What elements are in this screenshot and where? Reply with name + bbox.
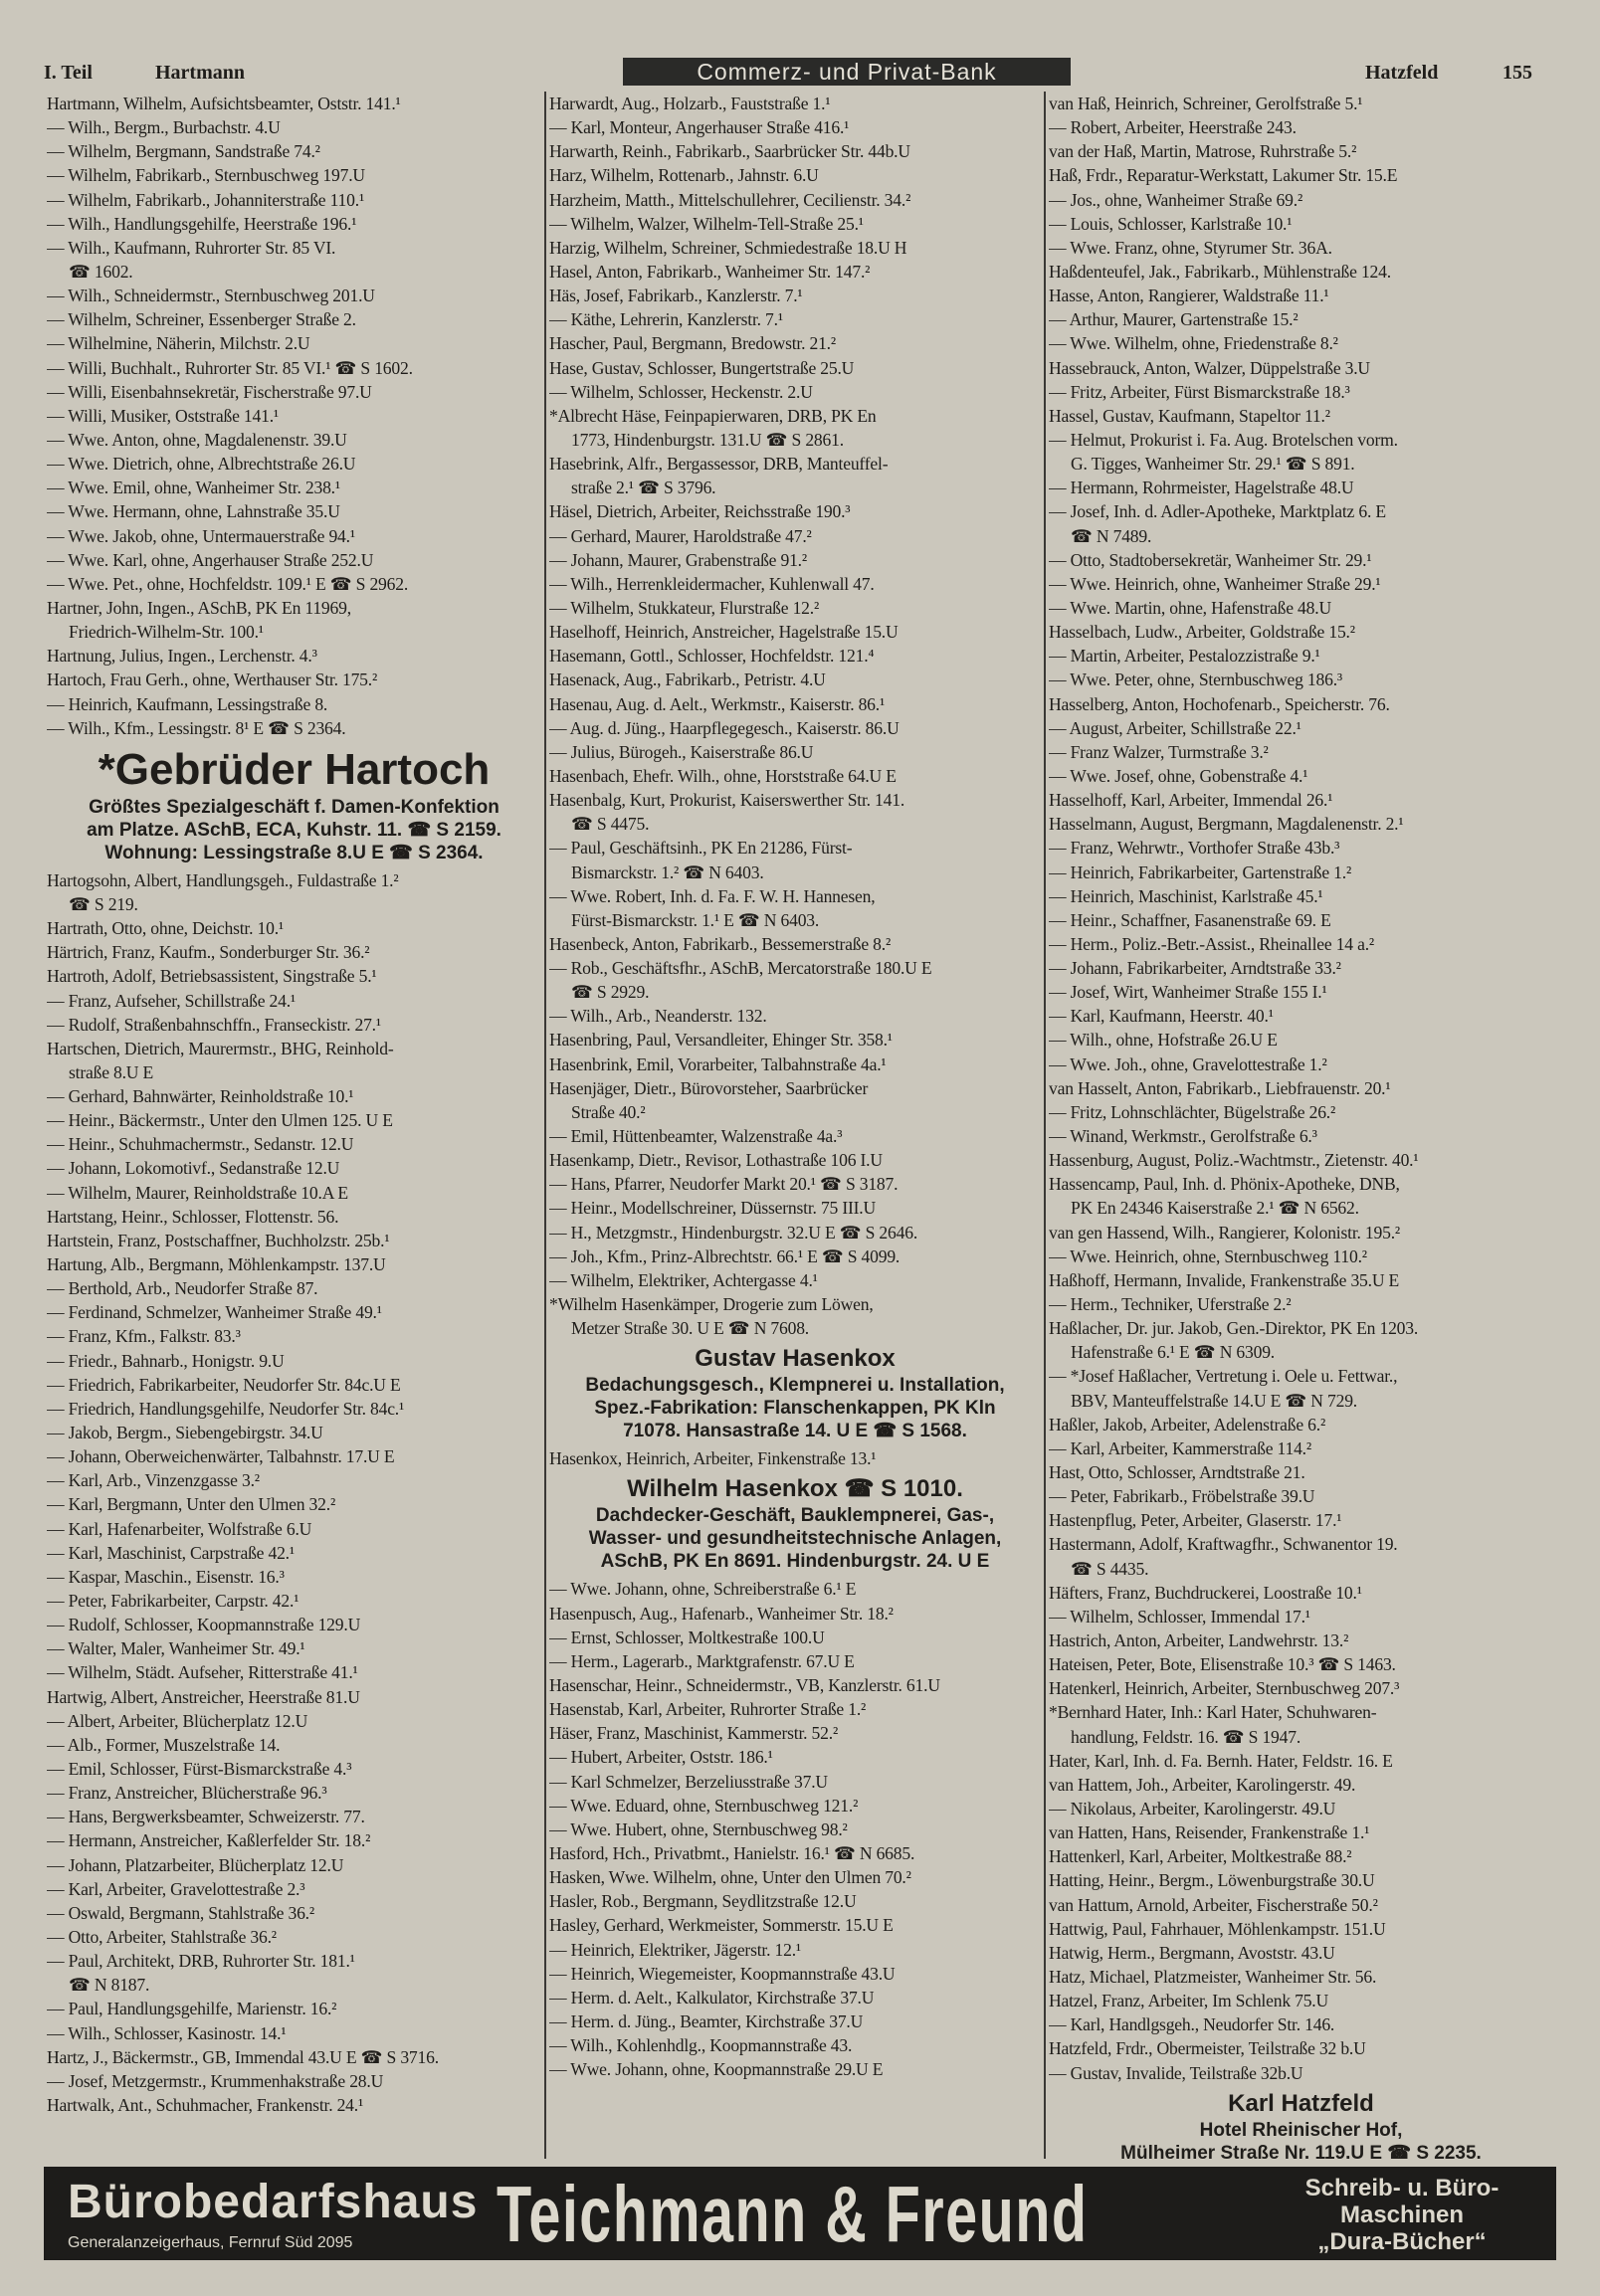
banner-company-name: Teichmann & Freund bbox=[497, 2170, 1089, 2258]
directory-entry: — Wilh., Kaufmann, Ruhrorter Str. 85 VI. bbox=[47, 237, 336, 258]
directory-entry: van Hasselt, Anton, Fabrikarb., Liebfrauenstr. 20.¹ bbox=[1049, 1077, 1391, 1098]
directory-entry: — Otto, Stadtobersekretär, Wanheimer Str. 29.¹ bbox=[1049, 549, 1372, 570]
directory-entry: — Karl, Monteur, Angerhauser Straße 416.¹ bbox=[549, 117, 850, 138]
directory-entry: Hasenau, Aug. d. Aelt., Werkmstr., Kaiserstr. 86.¹ bbox=[549, 693, 886, 714]
directory-entry: van Hattum, Arnold, Arbeiter, Fischerstraße 50.² bbox=[1049, 1894, 1378, 1915]
advertisement-line: Dachdecker-Geschäft, Bauklempnerei, Gas-, bbox=[595, 1505, 995, 1527]
directory-entry: Hartrath, Otto, ohne, Deichstr. 10.¹ bbox=[47, 918, 284, 939]
entry-continuation: straße 2.¹ ☎ S 3796. bbox=[571, 478, 716, 498]
directory-entry: Harzheim, Matth., Mittelschullehrer, Cecilienstr. 34.² bbox=[549, 189, 911, 210]
directory-entry: — Wwe. Heinrich, ohne, Wanheimer Straße 29.¹ bbox=[1049, 573, 1381, 594]
directory-entry: — Johann, Lokomotivf., Sedanstraße 12.U bbox=[47, 1158, 340, 1179]
directory-entry: van Haß, Heinrich, Schreiner, Gerolfstraße 5.¹ bbox=[1049, 94, 1363, 113]
directory-entry: — Arthur, Maurer, Gartenstraße 15.² bbox=[1049, 309, 1299, 330]
directory-entry: — Johann, Oberweichenwärter, Talbahnstr. 17.U E bbox=[47, 1446, 395, 1467]
directory-entry: — Louis, Schlosser, Karlstraße 10.¹ bbox=[1049, 213, 1293, 234]
directory-entry: — Emil, Hüttenbeamter, Walzenstraße 4a.³ bbox=[549, 1126, 843, 1147]
advertisement-line: Wasser- und gesundheitstechnische Anlagen, bbox=[588, 1528, 1002, 1550]
directory-entry: — Wilhelm, Bergmann, Sandstraße 74.² bbox=[47, 141, 320, 162]
first-entry-name: Hartmann bbox=[155, 62, 245, 84]
directory-entry: — Wilh., Bergm., Burbachstr. 4.U bbox=[47, 117, 281, 138]
directory-entry: Hascher, Paul, Bergmann, Bredowstr. 21.² bbox=[549, 333, 836, 354]
directory-entry: — Willi, Musiker, Oststraße 141.¹ bbox=[47, 405, 279, 426]
directory-entry: van Hatten, Hans, Reisender, Frankenstraße 1.¹ bbox=[1049, 1822, 1370, 1843]
directory-entry: — Robert, Arbeiter, Heerstraße 243. bbox=[1049, 117, 1297, 138]
directory-entry: — Wilhelm, Elektriker, Achtergasse 4.¹ bbox=[549, 1269, 818, 1290]
directory-entry: — Herm., Techniker, Uferstraße 2.² bbox=[1049, 1294, 1292, 1315]
directory-entry: — Wwe. Peter, ohne, Sternbuschweg 186.³ bbox=[1049, 670, 1342, 690]
directory-entry: Häsel, Dietrich, Arbeiter, Reichsstraße 190.³ bbox=[549, 501, 851, 522]
directory-entry: — Wilhelm, Schlosser, Heckenstr. 2.U bbox=[549, 381, 813, 402]
banner-address: Generalanzeigerhaus, Fernruf Süd 2095 bbox=[68, 2234, 353, 2251]
directory-entry: Haßdenteufel, Jak., Fabrikarb., Mühlenstraße 124. bbox=[1049, 261, 1391, 282]
entry-continuation: PK En 24346 Kaiserstraße 2.¹ ☎ N 6562. bbox=[1071, 1198, 1359, 1219]
directory-entry: — Wwe. Emil, ohne, Wanheimer Str. 238.¹ bbox=[47, 478, 340, 498]
advertisement-title: Wilhelm Hasenkox ☎ S 1010. bbox=[627, 1475, 963, 1503]
directory-entry: — Oswald, Bergmann, Stahlstraße 36.² bbox=[47, 1902, 314, 1923]
last-entry-name: Hatzfeld bbox=[1365, 62, 1439, 84]
directory-entry: — Alb., Former, Muszelstraße 14. bbox=[47, 1734, 281, 1755]
directory-entry: — Heinr., Bäckermstr., Unter den Ulmen 125. U E bbox=[47, 1110, 393, 1131]
advertisement-line: am Platze. ASchB, ECA, Kuhstr. 11. ☎ S 2159. bbox=[87, 819, 501, 841]
directory-entry: Hatz, Michael, Platzmeister, Wanheimer Str. 56. bbox=[1049, 1966, 1377, 1987]
directory-entry: — Willi, Eisenbahnsekretär, Fischerstraße 97.U bbox=[47, 381, 372, 402]
directory-entry: — Friedr., Bahnarb., Honigstr. 9.U bbox=[47, 1350, 285, 1371]
directory-entry: — Gustav, Invalide, Teilstraße 32b.U bbox=[1049, 2062, 1303, 2083]
directory-entry: Hartroth, Adolf, Betriebsassistent, Singstraße 5.¹ bbox=[47, 966, 377, 987]
entry-continuation: ☎ S 4475. bbox=[571, 814, 650, 835]
directory-entry: — Wilh., Kfm., Lessingstr. 8¹ E ☎ S 2364. bbox=[47, 717, 346, 738]
directory-entry: — Karl Schmelzer, Berzeliusstraße 37.U bbox=[549, 1771, 828, 1792]
directory-entry: Hasenjäger, Dietr., Bürovorsteher, Saarbrücker bbox=[549, 1077, 869, 1098]
directory-entry: — Heinr., Schaffner, Fasanenstraße 69. E bbox=[1049, 909, 1331, 930]
directory-entry: — Wilhelmine, Näherin, Milchstr. 2.U bbox=[47, 333, 310, 354]
directory-entry: Hartschen, Dietrich, Maurermstr., BHG, Reinhold- bbox=[47, 1038, 394, 1058]
directory-entry: — Wilhelm, Stukkateur, Flurstraße 12.² bbox=[549, 597, 820, 618]
entry-continuation: Friedrich-Wilhelm-Str. 100.¹ bbox=[69, 622, 264, 643]
directory-columns bbox=[44, 92, 1556, 2159]
directory-entry: — Karl, Maschinist, Carpstraße 42.¹ bbox=[47, 1542, 295, 1563]
directory-entry: — Herm. d. Aelt., Kalkulator, Kirchstraße 37.U bbox=[549, 1987, 875, 2008]
directory-entry: Hast, Otto, Schlosser, Arndtstraße 21. bbox=[1049, 1462, 1305, 1483]
directory-entry: Hasselberg, Anton, Hochofenarb., Speicherstr. 76. bbox=[1049, 693, 1390, 714]
page-number: 155 bbox=[1502, 62, 1532, 84]
directory-entry: — Hermann, Anstreicher, Kaßlerfelder Str. 18.² bbox=[47, 1830, 371, 1851]
directory-entry: — Wwe. Joh., ohne, Gravelottestraße 1.² bbox=[1049, 1053, 1327, 1074]
directory-entry: Hasken, Wwe. Wilhelm, ohne, Unter den Ulmen 70.² bbox=[549, 1867, 911, 1888]
directory-entry: — Franz, Aufseher, Schillstraße 24.¹ bbox=[47, 990, 296, 1011]
directory-entry: Hasenbeck, Anton, Fabrikarb., Bessemerstraße 8.² bbox=[549, 933, 892, 954]
entry-continuation: Metzer Straße 30. U E ☎ N 7608. bbox=[571, 1318, 810, 1339]
page-header bbox=[44, 58, 1556, 88]
directory-entry: — Walter, Maler, Wanheimer Str. 49.¹ bbox=[47, 1638, 305, 1659]
advertisement-gustav-hasenkox bbox=[549, 1344, 1041, 1442]
directory-entry: — Paul, Architekt, DRB, Ruhrorter Str. 181.¹ bbox=[47, 1951, 355, 1972]
directory-entry: — Wwe. Jakob, ohne, Untermauerstraße 94.¹ bbox=[47, 525, 355, 546]
directory-entry: Hartz, J., Bäckermstr., GB, Immendal 43.U E ☎ S 3716. bbox=[47, 2046, 439, 2067]
directory-entry: — Heinrich, Kaufmann, Lessingstraße 8. bbox=[47, 693, 328, 714]
directory-entry: Hartmann, Wilhelm, Aufsichtsbeamter, Oststr. 141.¹ bbox=[47, 94, 401, 113]
directory-entry: — Wwe. Heinrich, ohne, Sternbuschweg 110.² bbox=[1049, 1245, 1367, 1266]
directory-entry: Hasenkox, Heinrich, Arbeiter, Finkenstraße 13.¹ bbox=[549, 1448, 877, 1469]
directory-entry: — Wilh., Herrenkleidermacher, Kuhlenwall 47. bbox=[549, 573, 875, 594]
directory-entry: — Helmut, Prokurist i. Fa. Aug. Brotelschen vorm. bbox=[1049, 429, 1398, 450]
directory-entry: Häs, Josef, Fabrikarb., Kanzlerstr. 7.¹ bbox=[549, 286, 803, 306]
directory-entry: — Nikolaus, Arbeiter, Karolingerstr. 49.U bbox=[1049, 1798, 1336, 1818]
directory-entry: — Wwe. Hermann, ohne, Lahnstraße 35.U bbox=[47, 501, 340, 522]
directory-entry: — Wwe. Dietrich, ohne, Albrechtstraße 26.U bbox=[47, 454, 356, 475]
directory-entry: Hasenbalg, Kurt, Prokurist, Kaiserswerther Str. 141. bbox=[549, 790, 905, 811]
directory-entry: Hasenstab, Karl, Arbeiter, Ruhrorter Straße 1.² bbox=[549, 1699, 867, 1720]
directory-entry: — Wwe. Pet., ohne, Hochfeldstr. 109.¹ E ☎ S 2962. bbox=[47, 573, 409, 594]
directory-entry: — Wilh., Handlungsgehilfe, Heerstraße 196.¹ bbox=[47, 213, 357, 234]
directory-entry: — Wilh., ohne, Hofstraße 26.U E bbox=[1049, 1030, 1278, 1051]
advertisement-line: Hotel Rheinischer Hof, bbox=[1199, 2119, 1403, 2141]
directory-entry: — Wwe. Johann, ohne, Koopmannstraße 29.U E bbox=[549, 2059, 884, 2080]
entry-continuation: ☎ N 7489. bbox=[1071, 525, 1152, 546]
directory-entry: *Wilhelm Hasenkämper, Drogerie zum Löwen, bbox=[549, 1294, 874, 1315]
directory-entry: Hassebrauck, Anton, Walzer, Düppelstraße 3.U bbox=[1049, 357, 1370, 378]
directory-entry: Hartwig, Albert, Anstreicher, Heerstraße 81.U bbox=[47, 1686, 360, 1707]
directory-entry: — Aug. d. Jüng., Haarpflegegesch., Kaiserstr. 86.U bbox=[549, 717, 900, 738]
directory-entry: *Albrecht Häse, Feinpapierwaren, DRB, PK En bbox=[549, 405, 877, 426]
directory-entry: — August, Arbeiter, Schillstraße 22.¹ bbox=[1049, 717, 1301, 738]
directory-entry: Hasler, Rob., Bergmann, Seydlitzstraße 12.U bbox=[549, 1891, 857, 1912]
directory-entry: Hastermann, Adolf, Kraftwagfhr., Schwanentor 19. bbox=[1049, 1534, 1398, 1555]
directory-entry: — Franz, Anstreicher, Blücherstraße 96.³ bbox=[47, 1783, 327, 1804]
directory-entry: — Wwe. Franz, ohne, Styrumer Str. 36A. bbox=[1049, 237, 1332, 258]
directory-entry: Hartwalk, Ant., Schuhmacher, Frankenstr. 24.¹ bbox=[47, 2094, 364, 2115]
directory-entry: Hasse, Anton, Rangierer, Waldstraße 11.¹ bbox=[1049, 286, 1329, 306]
entry-continuation: ☎ N 8187. bbox=[69, 1975, 150, 1996]
directory-entry: — Wwe. Karl, ohne, Angerhauser Straße 252.U bbox=[47, 549, 374, 570]
directory-entry: — Ferdinand, Schmelzer, Wanheimer Straße 49.¹ bbox=[47, 1302, 382, 1323]
directory-entry: — Wilhelm, Walzer, Wilhelm-Tell-Straße 25.¹ bbox=[549, 213, 864, 234]
directory-entry: — Heinrich, Wiegemeister, Koopmannstraße 43.U bbox=[549, 1963, 896, 1984]
banner-shop-label: Bürobedarfshaus bbox=[68, 2176, 479, 2228]
banner-products bbox=[1278, 2175, 1526, 2255]
directory-entry: Hatzel, Franz, Arbeiter, Im Schlenk 75.U bbox=[1049, 1991, 1329, 2011]
directory-entry: Hartstein, Franz, Postschaffner, Buchholzstr. 25b.¹ bbox=[47, 1230, 390, 1250]
directory-entry: Hasenpusch, Aug., Hafenarb., Wanheimer Str. 18.² bbox=[549, 1603, 894, 1624]
directory-entry: Hasenack, Aug., Fabrikarb., Petristr. 4.U bbox=[549, 670, 826, 690]
directory-entry: — Hans, Pfarrer, Neudorfer Markt 20.¹ ☎ S 3187. bbox=[549, 1174, 899, 1195]
directory-entry: Harwarth, Reinh., Fabrikarb., Saarbrücker Str. 44b.U bbox=[549, 141, 910, 162]
entry-continuation: Hafenstraße 6.¹ E ☎ N 6309. bbox=[1071, 1342, 1276, 1363]
directory-entry: van Hattem, Joh., Arbeiter, Karolingerstr. 49. bbox=[1049, 1774, 1356, 1795]
directory-entry: Hasselhoff, Karl, Arbeiter, Immendal 26.¹ bbox=[1049, 790, 1333, 811]
directory-entry: — Karl, Hafenarbeiter, Wolfstraße 6.U bbox=[47, 1518, 312, 1539]
directory-entry: — Heinrich, Elektriker, Jägerstr. 12.¹ bbox=[549, 1939, 801, 1960]
directory-entry: — Peter, Fabrikarb., Fröbelstraße 39.U bbox=[1049, 1486, 1315, 1507]
advertisement-wilhelm-hasenkox bbox=[549, 1474, 1041, 1573]
directory-entry: Hasenbach, Ehefr. Wilh., ohne, Horststraße 64.U E bbox=[549, 765, 897, 786]
directory-entry: — Berthold, Arb., Neudorfer Straße 87. bbox=[47, 1278, 318, 1299]
directory-entry: Hassel, Gustav, Kaufmann, Stapeltor 11.² bbox=[1049, 405, 1330, 426]
directory-entry: Hartoch, Frau Gerh., ohne, Werthauser Str. 175.² bbox=[47, 670, 378, 690]
directory-entry: — Wilhelm, Fabrikarb., Sternbuschweg 197.U bbox=[47, 165, 365, 186]
banner-products-line: Maschinen bbox=[1339, 2201, 1465, 2228]
advertisement-karl-hatzfeld bbox=[1049, 2089, 1553, 2159]
directory-entry: — Willi, Buchhalt., Ruhrorter Str. 85 VI.¹ ☎ S 1602. bbox=[47, 357, 413, 378]
directory-entry: Hatenkerl, Heinrich, Arbeiter, Sternbuschweg 207.³ bbox=[1049, 1678, 1400, 1699]
directory-entry: — Paul, Handlungsgehilfe, Marienstr. 16.² bbox=[47, 1999, 337, 2019]
directory-entry: — Herm. d. Jüng., Beamter, Kirchstraße 37.U bbox=[549, 2010, 864, 2031]
directory-entry: Härtrich, Franz, Kaufm., Sonderburger Str. 36.² bbox=[47, 942, 370, 963]
directory-entry: van der Haß, Martin, Matrose, Ruhrstraße 5.² bbox=[1049, 141, 1357, 162]
directory-entry: — Karl, Arb., Vinzenzgasse 3.² bbox=[47, 1470, 260, 1491]
directory-entry: — Rudolf, Schlosser, Koopmannstraße 129.U bbox=[47, 1615, 361, 1635]
banner-products-line: Schreib- u. Büro- bbox=[1304, 2175, 1500, 2201]
directory-entry: — Johann, Fabrikarbeiter, Arndtstraße 33.² bbox=[1049, 958, 1341, 979]
directory-entry: — Emil, Schlosser, Fürst-Bismarckstraße 4.³ bbox=[47, 1759, 352, 1779]
bank-advert-banner: Commerz- und Privat-Bank bbox=[623, 58, 1071, 86]
directory-entry: — Albert, Arbeiter, Blücherplatz 12.U bbox=[47, 1710, 308, 1731]
directory-entry: — Rudolf, Straßenbahnschffn., Franseckistr. 27.¹ bbox=[47, 1014, 381, 1035]
directory-entry: — Wilh., Schneidermstr., Sternbuschweg 201.U bbox=[47, 286, 375, 306]
advertisement-title: *Gebrüder Hartoch bbox=[98, 744, 491, 794]
directory-entry: — Rob., Geschäftsfhr., ASchB, Mercatorstraße 180.U E bbox=[549, 958, 932, 979]
entry-continuation: ☎ S 219. bbox=[69, 893, 138, 914]
directory-entry: — Hermann, Rohrmeister, Hagelstraße 48.U bbox=[1049, 478, 1354, 498]
directory-entry: Haßlacher, Dr. jur. Jakob, Gen.-Direktor, PK En 1203. bbox=[1049, 1318, 1419, 1339]
directory-entry: Hartstang, Heinr., Schlosser, Flottenstr. 56. bbox=[47, 1206, 339, 1227]
directory-entry: — Wilh., Schlosser, Kasinostr. 14.¹ bbox=[47, 2022, 287, 2043]
directory-entry: Hateisen, Peter, Bote, Elisenstraße 10.³ ☎ S 1463. bbox=[1049, 1654, 1396, 1675]
entry-continuation: Fürst-Bismarckstr. 1.¹ E ☎ N 6403. bbox=[571, 909, 820, 930]
directory-entry: Harz, Wilhelm, Rottenarb., Jahnstr. 6.U bbox=[549, 165, 819, 186]
directory-entry: — Franz, Wehrwtr., Vorthofer Straße 43b.³ bbox=[1049, 838, 1340, 859]
directory-entry: Hartner, John, Ingen., ASchB, PK En 11969, bbox=[47, 597, 351, 618]
directory-entry: — Karl, Bergmann, Unter den Ulmen 32.² bbox=[47, 1494, 336, 1515]
directory-entry: — Herm., Lagerarb., Marktgrafenstr. 67.U E bbox=[549, 1650, 855, 1671]
advertisement-line: Größtes Spezialgeschäft f. Damen-Konfektion bbox=[89, 796, 500, 818]
directory-entry: — Wilhelm, Fabrikarb., Johanniterstraße 110.¹ bbox=[47, 189, 365, 210]
directory-entry: — Karl, Handlgsgeh., Neudorfer Str. 146. bbox=[1049, 2014, 1335, 2035]
entry-continuation: ☎ S 4435. bbox=[1071, 1558, 1149, 1579]
directory-entry: *Bernhard Hater, Inh.: Karl Hater, Schuhwaren- bbox=[1049, 1702, 1377, 1723]
directory-entry: Hartnung, Julius, Ingen., Lerchenstr. 4.³ bbox=[47, 646, 317, 667]
entry-continuation: BBV, Manteuffelstraße 14.U E ☎ N 729. bbox=[1071, 1390, 1357, 1411]
entry-continuation: 1773, Hindenburgstr. 131.U ☎ S 2861. bbox=[571, 429, 844, 450]
directory-entry: — Wwe. Hubert, ohne, Sternbuschweg 98.² bbox=[549, 1818, 848, 1839]
entry-continuation: Straße 40.² bbox=[571, 1101, 646, 1122]
directory-entry: — Friedrich, Handlungsgehilfe, Neudorfer Str. 84c.¹ bbox=[47, 1398, 405, 1419]
part-label: I. Teil bbox=[44, 62, 93, 84]
directory-entry: — Wwe. Josef, ohne, Gobenstraße 4.¹ bbox=[1049, 765, 1308, 786]
banner-products-line: „Dura-Bücher“ bbox=[1317, 2228, 1487, 2255]
directory-entry: — Peter, Fabrikarbeiter, Carpstr. 42.¹ bbox=[47, 1591, 300, 1612]
directory-entry: — Käthe, Lehrerin, Kanzlerstr. 7.¹ bbox=[549, 309, 783, 330]
directory-entry: Hastrich, Anton, Arbeiter, Landwehrstr. 13.² bbox=[1049, 1630, 1349, 1650]
directory-entry: — Hans, Bergwerksbeamter, Schweizerstr. 77. bbox=[47, 1807, 365, 1827]
directory-entry: — Fritz, Arbeiter, Fürst Bismarckstraße 18.³ bbox=[1049, 381, 1350, 402]
advertisement-hartoch bbox=[47, 744, 541, 864]
directory-entry: — Wwe. Martin, ohne, Hafenstraße 48.U bbox=[1049, 597, 1331, 618]
directory-entry: Haßler, Jakob, Arbeiter, Adelenstraße 6.² bbox=[1049, 1414, 1326, 1435]
directory-entry: Hasenschar, Heinr., Schneidermstr., VB, Kanzlerstr. 61.U bbox=[549, 1675, 940, 1696]
directory-entry: — Josef, Wirt, Wanheimer Straße 155 I.¹ bbox=[1049, 982, 1327, 1003]
directory-entry: — Friedrich, Fabrikarbeiter, Neudorfer Str. 84c.U E bbox=[47, 1374, 401, 1395]
directory-entry: — Fritz, Lohnschlächter, Bügelstraße 26.² bbox=[1049, 1101, 1336, 1122]
directory-entry: Hassencamp, Paul, Inh. d. Phönix-Apotheke, DNB, bbox=[1049, 1174, 1400, 1195]
column-3 bbox=[1046, 92, 1556, 2159]
directory-entry: Hasenbrink, Emil, Vorarbeiter, Talbahnstraße 4a.¹ bbox=[549, 1053, 887, 1074]
directory-entry: — Wwe. Eduard, ohne, Sternbuschweg 121.² bbox=[549, 1795, 859, 1816]
directory-entry: — Gerhard, Bahnwärter, Reinholdstraße 10.¹ bbox=[47, 1086, 354, 1107]
directory-entry: — Franz Walzer, Turmstraße 3.² bbox=[1049, 741, 1269, 762]
directory-entry: Hasenbring, Paul, Versandleiter, Ehinger Str. 358.¹ bbox=[549, 1030, 893, 1051]
entry-continuation: Bismarckstr. 1.² ☎ N 6403. bbox=[571, 861, 764, 882]
directory-entry: — Karl, Arbeiter, Kammerstraße 114.² bbox=[1049, 1437, 1311, 1458]
directory-entry: Harzig, Wilhelm, Schreiner, Schmiedestraße 18.U H bbox=[549, 237, 907, 258]
entry-continuation: handlung, Feldstr. 16. ☎ S 1947. bbox=[1071, 1726, 1301, 1747]
directory-entry: — Franz, Kfm., Falkstr. 83.³ bbox=[47, 1326, 241, 1347]
directory-entry: — H., Metzgmstr., Hindenburgstr. 32.U E ☎ S 2646. bbox=[549, 1222, 918, 1243]
directory-entry: — Heinr., Modellschreiner, Düssernstr. 75 III.U bbox=[549, 1198, 877, 1219]
directory-entry: — Wilh., Kohlenhdlg., Koopmannstraße 43. bbox=[549, 2035, 853, 2056]
advertisement-line: Mülheimer Straße Nr. 119.U E ☎ S 2235. bbox=[1120, 2142, 1482, 2159]
directory-entry: Hasford, Hch., Privatbmt., Hanielstr. 16.¹ ☎ N 6685. bbox=[549, 1843, 915, 1863]
directory-entry: — Julius, Bürogeh., Kaiserstraße 86.U bbox=[549, 741, 814, 762]
directory-entry: Harwardt, Aug., Holzarb., Fauststraße 1.¹ bbox=[549, 94, 831, 113]
directory-entry: van gen Hassend, Wilh., Rangierer, Kolonistr. 195.² bbox=[1049, 1222, 1400, 1243]
entry-continuation: straße 8.U E bbox=[69, 1061, 154, 1082]
advertisement-title: Gustav Hasenkox bbox=[695, 1345, 896, 1373]
directory-entry: — Wilhelm, Schlosser, Immendal 17.¹ bbox=[1049, 1606, 1310, 1626]
advertisement-line: 71078. Hansastraße 14. U E ☎ S 1568. bbox=[623, 1421, 967, 1442]
directory-entry: — Josef, Metzgermstr., Krummenhakstraße 28.U bbox=[47, 2070, 384, 2091]
column-1 bbox=[44, 92, 546, 2159]
directory-entry: — Karl, Arbeiter, Gravelottestraße 2.³ bbox=[47, 1878, 305, 1899]
directory-entry: — Wilhelm, Schreiner, Essenberger Straße 2. bbox=[47, 309, 356, 330]
directory-entry: — Paul, Geschäftsinh., PK En 21286, Fürst- bbox=[549, 838, 853, 859]
directory-entry: Hatzfeld, Frdr., Obermeister, Teilstraße 32 b.U bbox=[1049, 2038, 1366, 2059]
directory-entry: — Wwe. Robert, Inh. d. Fa. F. W. H. Hannesen, bbox=[549, 885, 876, 906]
directory-entry: — *Josef Haßlacher, Vertretung i. Oele u. Fettwar., bbox=[1049, 1366, 1398, 1387]
directory-entry: Hasebrink, Alfr., Bergassessor, DRB, Manteuffel- bbox=[549, 454, 889, 475]
directory-entry: Hase, Gustav, Schlosser, Bungertstraße 25.U bbox=[549, 357, 855, 378]
directory-entry: — Johann, Platzarbeiter, Blücherplatz 12.U bbox=[47, 1854, 344, 1875]
directory-entry: Haßhoff, Hermann, Invalide, Frankenstraße 35.U E bbox=[1049, 1269, 1400, 1290]
directory-entry: Hasley, Gerhard, Werkmeister, Sommerstr. 15.U E bbox=[549, 1915, 894, 1936]
directory-entry: — Wilhelm, Städt. Aufseher, Ritterstraße 41.¹ bbox=[47, 1662, 358, 1683]
directory-entry: Hater, Karl, Inh. d. Fa. Bernh. Hater, Feldstr. 16. E bbox=[1049, 1750, 1393, 1771]
directory-entry: — Kaspar, Maschin., Eisenstr. 16.³ bbox=[47, 1566, 285, 1587]
directory-entry: — Josef, Inh. d. Adler-Apotheke, Marktplatz 6. E bbox=[1049, 501, 1386, 522]
advertisement-line: Spez.-Fabrikation: Flanschenkappen, PK Kln bbox=[594, 1398, 996, 1420]
directory-entry: — Joh., Kfm., Prinz-Albrechtstr. 66.¹ E ☎ S 4099. bbox=[549, 1245, 900, 1266]
bottom-advert-banner bbox=[44, 2167, 1556, 2260]
directory-entry: — Otto, Arbeiter, Stahlstraße 36.² bbox=[47, 1926, 277, 1947]
directory-entry: Hatwig, Herm., Bergmann, Avoststr. 43.U bbox=[1049, 1942, 1335, 1963]
directory-entry: — Johann, Maurer, Grabenstraße 91.² bbox=[549, 549, 807, 570]
directory-entry: Hasemann, Gottl., Schlosser, Hochfeldstr. 121.⁴ bbox=[549, 646, 875, 667]
directory-entry: — Heinrich, Maschinist, Karlstraße 45.¹ bbox=[1049, 885, 1323, 906]
directory-entry: Hasselmann, August, Bergmann, Magdalenenstr. 2.¹ bbox=[1049, 814, 1404, 835]
directory-entry: Haß, Frdr., Reparatur-Werkstatt, Lakumer Str. 15.E bbox=[1049, 165, 1398, 186]
directory-entry: — Heinrich, Fabrikarbeiter, Gartenstraße 1.² bbox=[1049, 861, 1352, 882]
directory-entry: — Jos., ohne, Wanheimer Straße 69.² bbox=[1049, 189, 1303, 210]
directory-entry: — Wwe. Johann, ohne, Schreiberstraße 6.¹ E bbox=[549, 1579, 857, 1600]
directory-entry: Hatting, Heinr., Bergm., Löwenburgstraße 30.U bbox=[1049, 1870, 1375, 1891]
directory-entry: Haselhoff, Heinrich, Anstreicher, Hagelstraße 15.U bbox=[549, 622, 899, 643]
directory-entry: — Heinr., Schuhmachermstr., Sedanstr. 12.U bbox=[47, 1134, 354, 1155]
advertisement-line: ASchB, PK En 8691. Hindenburgstr. 24. U E bbox=[600, 1551, 990, 1573]
entry-continuation: ☎ S 2929. bbox=[571, 982, 650, 1003]
directory-entry: — Hubert, Arbeiter, Oststr. 186.¹ bbox=[549, 1747, 773, 1768]
directory-entry: Hastenpflug, Peter, Arbeiter, Glaserstr. 17.¹ bbox=[1049, 1510, 1342, 1531]
directory-entry: Häfters, Franz, Buchdruckerei, Loostraße 10.¹ bbox=[1049, 1582, 1362, 1603]
directory-entry: — Wilhelm, Maurer, Reinholdstraße 10.A E bbox=[47, 1182, 348, 1203]
directory-entry: — Karl, Kaufmann, Heerstr. 40.¹ bbox=[1049, 1006, 1274, 1027]
advertisement-line: Wohnung: Lessingstraße 8.U E ☎ S 2364. bbox=[104, 842, 484, 863]
advertisement-title: Karl Hatzfeld bbox=[1228, 2089, 1374, 2117]
directory-entry: — Martin, Arbeiter, Pestalozzistraße 9.¹ bbox=[1049, 646, 1320, 667]
directory-entry: — Wwe. Wilhelm, ohne, Friedenstraße 8.² bbox=[1049, 333, 1338, 354]
directory-entry: — Wilh., Arb., Neanderstr. 132. bbox=[549, 1006, 767, 1027]
directory-entry: — Winand, Werkmstr., Gerolfstraße 6.³ bbox=[1049, 1126, 1317, 1147]
directory-entry: Hartung, Alb., Bergmann, Möhlenkampstr. 137.U bbox=[47, 1254, 386, 1275]
directory-entry: Hattenkerl, Karl, Arbeiter, Moltkestraße 88.² bbox=[1049, 1846, 1352, 1867]
directory-entry: Hasel, Anton, Fabrikarb., Wanheimer Str. 147.² bbox=[549, 261, 871, 282]
column-2 bbox=[546, 92, 1046, 2159]
directory-entry: — Wwe. Anton, ohne, Magdalenenstr. 39.U bbox=[47, 429, 347, 450]
entry-continuation: ☎ 1602. bbox=[69, 261, 133, 282]
directory-entry: — Gerhard, Maurer, Haroldstraße 47.² bbox=[549, 525, 812, 546]
directory-entry: Häser, Franz, Maschinist, Kammerstr. 52.² bbox=[549, 1723, 839, 1744]
entry-continuation: G. Tigges, Wanheimer Str. 29.¹ ☎ S 891. bbox=[1071, 454, 1355, 475]
directory-entry: Hassenburg, August, Poliz.-Wachtmstr., Zietenstr. 40.¹ bbox=[1049, 1150, 1419, 1171]
directory-entry: Hasselbach, Ludw., Arbeiter, Goldstraße 15.² bbox=[1049, 622, 1355, 643]
directory-entry: — Herm., Poliz.-Betr.-Assist., Rheinallee 14 a.² bbox=[1049, 933, 1374, 954]
advertisement-line: Bedachungsgesch., Klempnerei u. Installation, bbox=[585, 1375, 1005, 1397]
directory-entry: — Jakob, Bergm., Siebengebirgstr. 34.U bbox=[47, 1423, 323, 1443]
directory-entry: Hattwig, Paul, Fahrhauer, Möhlenkampstr. 151.U bbox=[1049, 1918, 1386, 1939]
directory-entry: — Ernst, Schlosser, Moltkestraße 100.U bbox=[549, 1626, 825, 1647]
directory-entry: Hasenkamp, Dietr., Revisor, Lothastraße 106 I.U bbox=[549, 1150, 883, 1171]
directory-entry: Hartogsohn, Albert, Handlungsgeh., Fuldastraße 1.² bbox=[47, 869, 399, 890]
